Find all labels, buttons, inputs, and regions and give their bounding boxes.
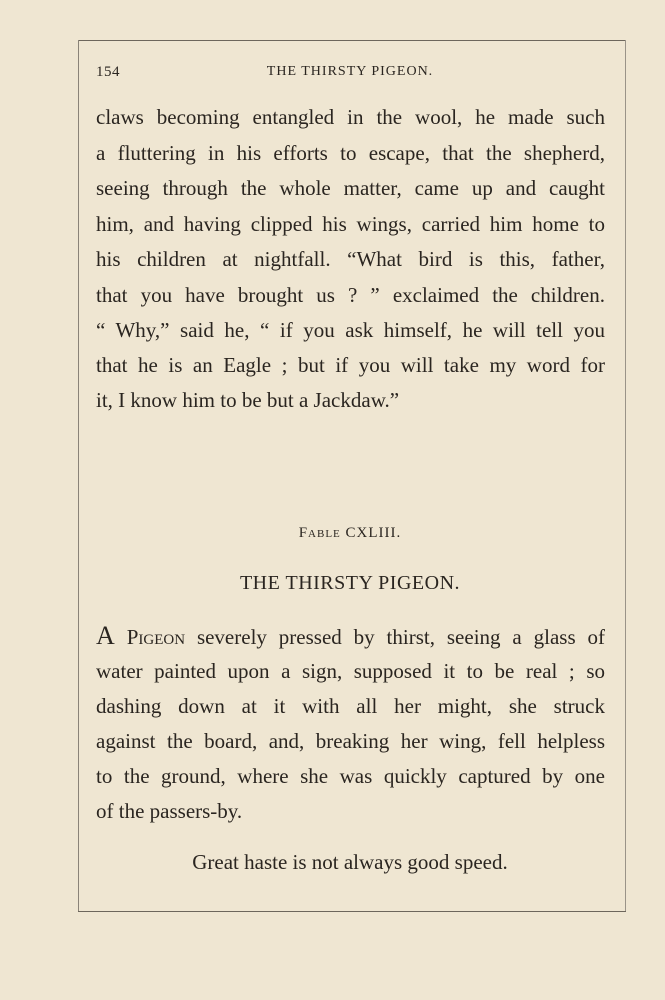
page-number: 154 [96, 64, 120, 80]
page-frame-right-rule [625, 40, 626, 912]
text-line: “ Why,” said he, “ if you ask himself, he will tell you [96, 318, 605, 342]
text-line: seeing through the whole matter, came up and caught [96, 176, 605, 200]
text-line: water painted upon a sign, supposed it to be real ; so [96, 659, 605, 683]
page-frame-top-rule [78, 40, 626, 41]
opening-word: Pigeon [126, 625, 186, 649]
text-line: his children at nightfall. “What bird is this, father, [96, 247, 605, 271]
text-line: claws becoming entangled in the wool, he made such [96, 105, 605, 129]
page-frame-bottom-rule [78, 911, 626, 912]
first-line-rest: severely pressed by thirst, seeing a glass of [196, 625, 606, 649]
fable-first-line [96, 622, 605, 650]
text-line: of the passers-by. [96, 799, 243, 823]
text-line: it, I know him to be but a Jackdaw.” [96, 388, 400, 412]
fable-moral: Great haste is not always good speed. [192, 850, 508, 874]
text-line: that he is an Eagle ; but if you will take my word for [96, 353, 605, 377]
text-line: that you have brought us ? ” exclaimed the children. [96, 283, 605, 307]
fable-number: Fable CXLIII. [298, 525, 402, 541]
running-head: THE THIRSTY PIGEON. [266, 64, 434, 79]
fable-title: THE THIRSTY PIGEON. [239, 572, 461, 594]
page-frame-left-rule [78, 40, 79, 912]
initial-letter: A [96, 621, 115, 650]
text-line: him, and having clipped his wings, carried him home to [96, 212, 605, 236]
text-line: against the board, and, breaking her wing, fell helpless [96, 729, 605, 753]
text-line: a fluttering in his efforts to escape, that the shepherd, [96, 141, 605, 165]
text-line: to the ground, where she was quickly captured by one [96, 764, 605, 788]
text-line: dashing down at it with all her might, she struck [96, 694, 605, 718]
